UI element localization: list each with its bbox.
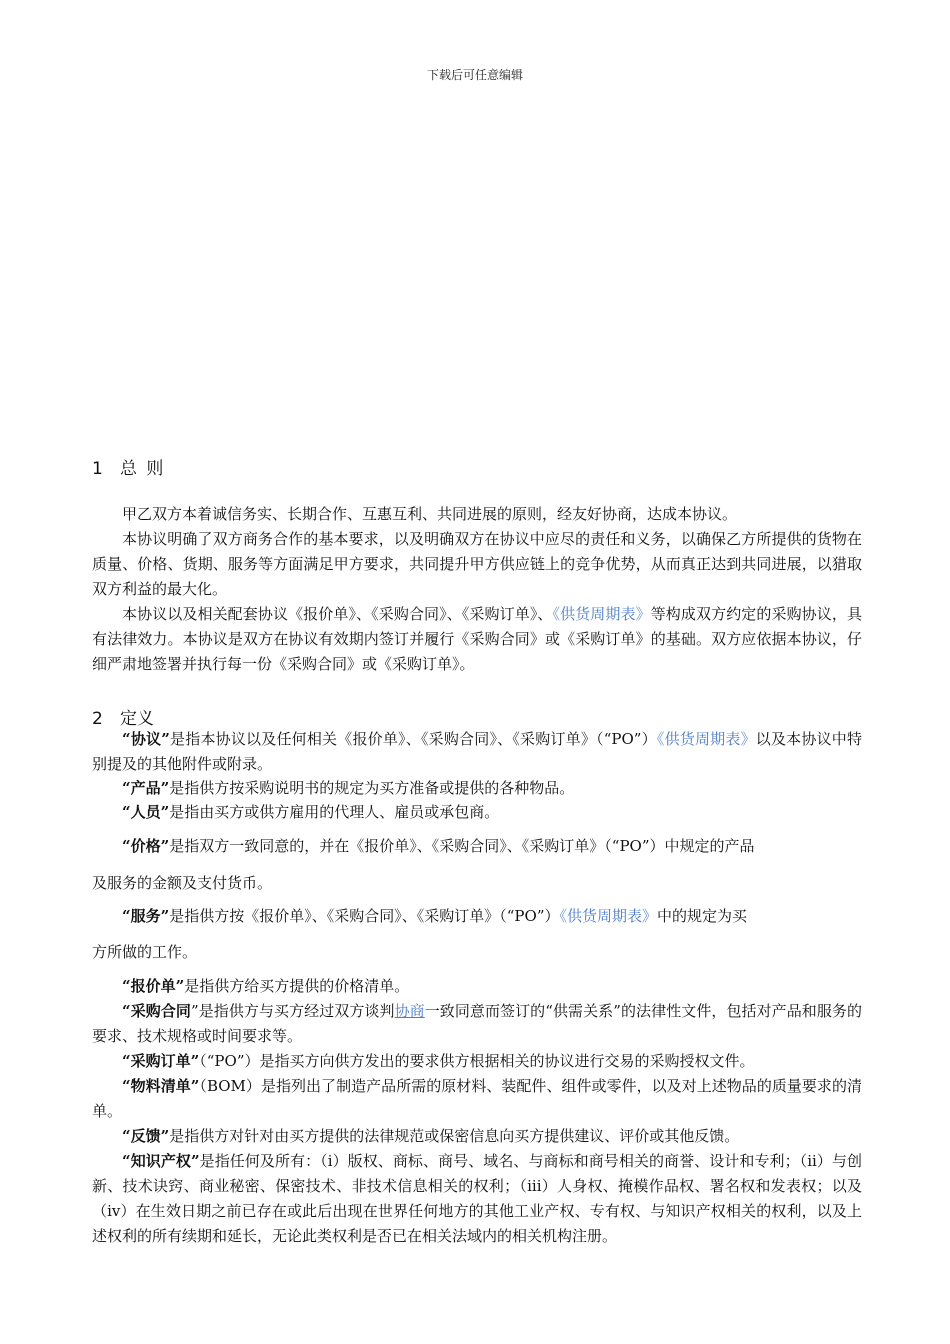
text: 是指供方给买方提供的价格清单。 — [184, 977, 410, 995]
term: “产品” — [122, 779, 170, 797]
link-supply-cycle[interactable]: 《供货周期表》 — [552, 605, 651, 623]
paragraph — [92, 602, 862, 677]
definition-feedback — [92, 1124, 862, 1149]
text: 本协议以及相关配套协议《报价单》、《采购合同》、《采购订单》、 — [122, 605, 553, 623]
text: （BOM）是指列出了制造产品所需的原材料、装配件、组件或零件，以及对上述物品的质量要求的清单。 — [92, 1077, 862, 1120]
section-1-heading — [92, 454, 165, 479]
text: 是指本协议以及任何相关《报价单》、《采购合同》、《采购订单》（“PO”） — [169, 730, 657, 748]
text: 以及本协议中特别提及的其他附件或附录。 — [92, 730, 862, 773]
definition-contract — [92, 999, 862, 1049]
link-supply-cycle[interactable]: 《供货周期表》 — [656, 730, 756, 748]
definition-price — [92, 834, 862, 859]
term: “价格” — [122, 837, 170, 855]
link-supply-cycle[interactable]: 《供货周期表》 — [559, 907, 658, 925]
term: “物料清单” — [122, 1077, 200, 1095]
section-number: 2 — [92, 709, 103, 729]
text: 是指由买方或供方雇用的代理人、雇员或承包商。 — [169, 803, 500, 821]
section-number: 1 — [92, 459, 103, 479]
text: 是指任何及所有：（i）版权、商标、商号、域名、与商标和商号相关的商誉、设计和专利；（ii）与创新、技术诀窍、商业秘密、保密技术、非技术信息相关的权利；（iii）人身权、掩模作品权、署名权和发表权；以及（iv）在生效日期之前已存在或此后出现在世界任何地方的其他工业产权、专有权、与知识产权相关的权利，以及上述权利的所有续期和延长，无论此类权利是否已在相关法域内的相关机构注册。 — [92, 1152, 862, 1245]
definition-agreement — [92, 727, 862, 777]
definition-price-cont: 及服务的金额及支付货币。 — [92, 874, 273, 892]
term: “人员” — [122, 803, 170, 821]
section-title: 定义 — [120, 709, 154, 729]
paragraph: 本协议明确了双方商务合作的基本要求，以及明确双方在协议中应尽的责任和义务，以确保乙方所提供的货物在质量、价格、货期、服务等方面满足甲方要求，共同提升甲方供应链上的竞争优势，从而真正达到共同进展，以猎取双方利益的最大化。 — [92, 530, 862, 598]
text: 是指供方按《报价单》、《采购合同》、《采购订单》（“PO”） — [169, 907, 560, 925]
term: “报价单” — [122, 977, 185, 995]
text: 是指供方按采购说明书的规定为买方准备或提供的各种物品。 — [169, 779, 575, 797]
term: “协议” — [122, 730, 170, 748]
text: 是指双方一致同意的，并在《报价单》、《采购合同》、《采购订单》（“PO”）中规定的产品 — [169, 837, 755, 855]
term: “采购合同 — [122, 1002, 191, 1020]
definition-product — [92, 776, 862, 801]
term: “知识产权” — [122, 1152, 200, 1170]
text: 等构成双方约定的采购协议，具有法律效力。本协议是双方在协议有效期内签订并履行《采购合同》或《采购订单》的基础。双方应依据本协议，仔细严肃地签署并执行每一份《采购合同》或《采购订单》。 — [92, 605, 862, 673]
definition-po — [92, 1049, 862, 1074]
definition-ip — [92, 1149, 862, 1249]
text: （“PO”）是指买方向供方发出的要求供方根据相关的协议进行交易的采购授权文件。 — [199, 1052, 755, 1070]
definition-personnel — [92, 800, 862, 825]
paragraph: 甲乙双方本着诚信务实、长期合作、互惠互利、共同进展的原则，经友好协商，达成本协议。 — [122, 505, 738, 523]
definition-service-cont: 方所做的工作。 — [92, 943, 198, 961]
definition-service — [92, 904, 862, 929]
page-header: 下载后可任意编辑 — [426, 68, 523, 82]
term: “服务” — [122, 907, 170, 925]
section-title: 总 则 — [120, 459, 166, 479]
text: 中的规定为买 — [657, 907, 748, 925]
term: “采购订单” — [122, 1052, 200, 1070]
text: 一致同意而签订的“供需关系”的法律性文件，包括对产品和服务的要求、技术规格或时间要求等。 — [92, 1002, 862, 1045]
definition-bom — [92, 1074, 862, 1124]
text: ”是指供方与买方经过双方谈判 — [190, 1002, 395, 1020]
definition-quote — [92, 974, 862, 999]
section-2-heading — [92, 704, 154, 729]
term: “反馈” — [122, 1127, 170, 1145]
text: 是指供方对针对由买方提供的法律规范或保密信息向买方提供建议、评价或其他反馈。 — [169, 1127, 740, 1145]
link-negotiate[interactable]: 协商 — [394, 1002, 425, 1020]
